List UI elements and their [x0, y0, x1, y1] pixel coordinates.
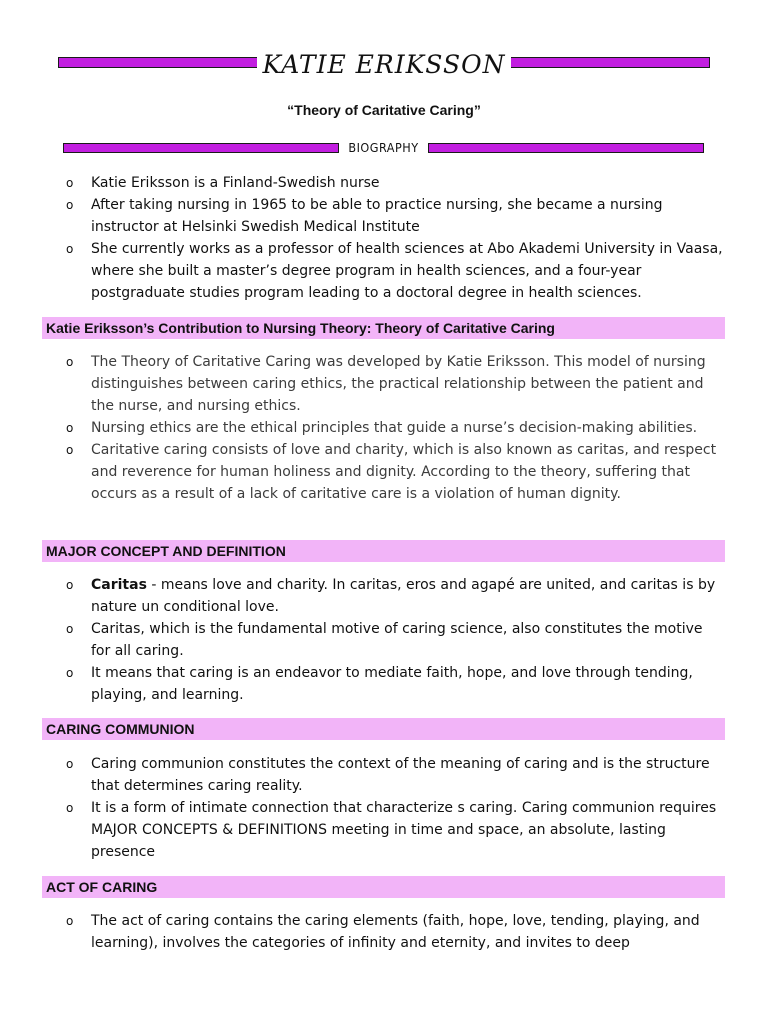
document-title: KATIE ERIKSSON	[58, 48, 710, 82]
section-header-caring-communion: CARING COMMUNION	[42, 718, 725, 740]
caritas-term: Caritas	[91, 577, 147, 593]
section-header-major-concept: MAJOR CONCEPT AND DEFINITION	[42, 540, 725, 562]
list-item: o Nursing ethics are the ethical principles that guide a nurse’s decision-making abilities.	[66, 420, 698, 436]
major-concept-list	[58, 574, 726, 706]
document-subtitle: “Theory of Caritative Caring”	[287, 102, 481, 118]
caring-communion-list	[58, 753, 726, 863]
title-row	[58, 48, 710, 82]
list-item: o It is a form of intimate connection that characterize s caring. Caring communion requires MAJOR CONCEPTS & DEFINITIONS meeting in time and space, an absolute, lasting presence	[66, 800, 717, 860]
biography-label: BIOGRAPHY	[63, 138, 704, 158]
contribution-list	[58, 351, 726, 505]
list-item: o Katie Eriksson is a Finland-Swedish nurse	[66, 175, 380, 191]
list-item: o Caring communion constitutes the context of the meaning of caring and is the structure that determines caring reality.	[66, 756, 710, 794]
list-item: o Caritas - means love and charity. In caritas, eros and agapé are united, and caritas is by nature un conditional love.	[66, 577, 716, 615]
section-header-contribution: Katie Eriksson’s Contribution to Nursing Theory: Theory of Caritative Caring	[42, 317, 725, 339]
list-item: o It means that caring is an endeavor to mediate faith, hope, and love through tending, playing, and learning.	[66, 665, 693, 703]
biography-header	[63, 138, 704, 158]
list-item: o After taking nursing in 1965 to be able to practice nursing, she became a nursing instructor at Helsinki Swedish Medical Institute	[66, 197, 663, 235]
list-item: o She currently works as a professor of health sciences at Abo Akademi University in Vaasa, where she built a master’s degree program in health sciences, and a four-year postgraduate studies program leading to a doctoral degree in health sciences.	[66, 241, 723, 301]
section-header-act-of-caring: ACT OF CARING	[42, 876, 725, 898]
list-item: o The Theory of Caritative Caring was developed by Katie Eriksson. This model of nursing distinguishes between caring ethics, the practical relationship between the patient and the nurse, and nursing ethics.	[66, 354, 706, 414]
act-of-caring-list	[58, 910, 726, 954]
biography-list	[58, 172, 726, 304]
list-item: o The act of caring contains the caring elements (faith, hope, love, tending, playing, and learning), involves the categories of infinity and eternity, and invites to deep	[66, 913, 700, 951]
list-item: o Caritative caring consists of love and charity, which is also known as caritas, and respect and reverence for human holiness and dignity. According to the theory, suffering that occurs as a result of a lack of caritative care is a violation of human dignity.	[66, 442, 717, 502]
list-item: o Caritas, which is the fundamental motive of caring science, also constitutes the motive for all caring.	[66, 621, 703, 659]
